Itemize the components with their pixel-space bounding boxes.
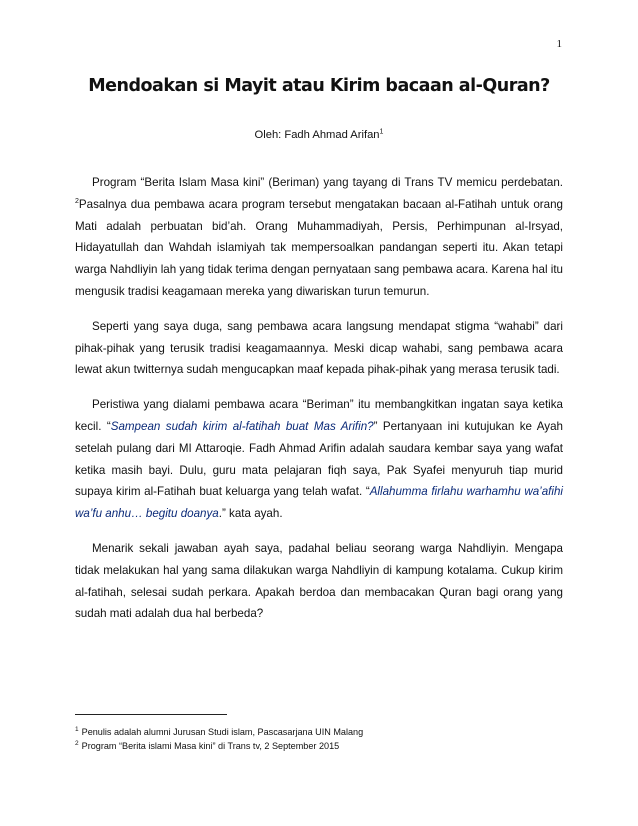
page-title: Mendoakan si Mayit atau Kirim bacaan al-Quran? xyxy=(88,76,550,96)
footnote-2 xyxy=(75,739,563,753)
paragraph-3-text-c: .” kata ayah. xyxy=(218,507,283,521)
footnotes xyxy=(75,725,563,753)
quote-question: Sampean sudah kirim al-fatihah buat Mas Arifin? xyxy=(110,419,374,433)
paragraph-1 xyxy=(75,172,563,303)
footnote-1-number: 1 xyxy=(75,725,79,733)
footnote-1-text: Penulis adalah alumni Jurusan Studi islam, Pascasarjana UIN Malang xyxy=(81,727,364,737)
article-body xyxy=(75,172,563,638)
paragraph-4: Menarik sekali jawaban ayah saya, padahal beliau seorang warga Nahdliyin. Mengapa tidak melakukan hal yang sama dilakukan warga Nahdliyin di kampung kotalama. Cukup kirim al-fatihah, selesai sudah perkara. Apakah berdoa dan membacakan Quran bagi orang yang sudah mati adalah dua hal berbeda? xyxy=(75,541,563,621)
footnote-ref-1: 1 xyxy=(379,128,384,136)
page-number: 1 xyxy=(556,38,562,50)
footnote-ref-2: 2 xyxy=(75,197,79,205)
author-name: Oleh: Fadh Ahmad Arifan xyxy=(254,129,380,141)
quote-prayer: Allahumma firlahu warhamhu wa’afihi wa’fu anhu… begitu doanya xyxy=(75,485,563,521)
footnote-1 xyxy=(75,725,563,739)
paragraph-2: Seperti yang saya duga, sang pembawa acara langsung mendapat stigma “wahabi” dari pihak-pihak yang terusik tradisi keagamaannya. Meski dicap wahabi, sang pembawa acara lewat akun twitternya sudah mengucapkan maaf kepada pihak-pihak yang merasa terusik tadi. xyxy=(75,319,563,377)
footnote-2-text: Program “Berita islami Masa kini” di Trans tv, 2 September 2015 xyxy=(81,741,340,751)
paragraph-1-text-b: Pasalnya dua pembawa acara program tersebut mengatakan bacaan al-Fatihah untuk orang Mati adalah perbuatan bid’ah. Orang Muhammadiyah, Persis, Perhimpunan al-Irsyad, Hidayatullah dan Wahdah islamiyah tak mempersoalkan pandangan seperti itu. Akan tetapi warga Nahdliyin lah yang tidak terima dengan pernyataan sang pembawa acara. Karena hal itu mengusik tradisi keagamaan mereka yang diwariskan turun temurun. xyxy=(75,197,563,298)
paragraph-3-text-a: Peristiwa yang dialami pembawa acara “Beriman” itu membangkitkan ingatan saya ketika kecil. “ xyxy=(75,398,563,433)
paragraph-3-text-b: ” Pertanyaan ini kutujukan ke Ayah setelah pulang dari MI Attaroqie. Fadh Ahmad Arifin adalah saudara kembar saya yang wafat ketika masih bayi. Dulu, guru mata pelajaran fiqh saya, Pak Syafei menyuruh tiap murid supaya kirim al-Fatihah buat keluarga yang telah wafat. “ xyxy=(75,419,563,499)
byline xyxy=(72,129,566,141)
footnote-divider xyxy=(75,714,227,715)
paragraph-1-text-a: Program “Berita Islam Masa kini” (Beriman) yang tayang di Trans TV memicu perdebatan. xyxy=(92,176,563,189)
footnote-2-number: 2 xyxy=(75,739,79,747)
paragraph-3 xyxy=(75,394,563,525)
